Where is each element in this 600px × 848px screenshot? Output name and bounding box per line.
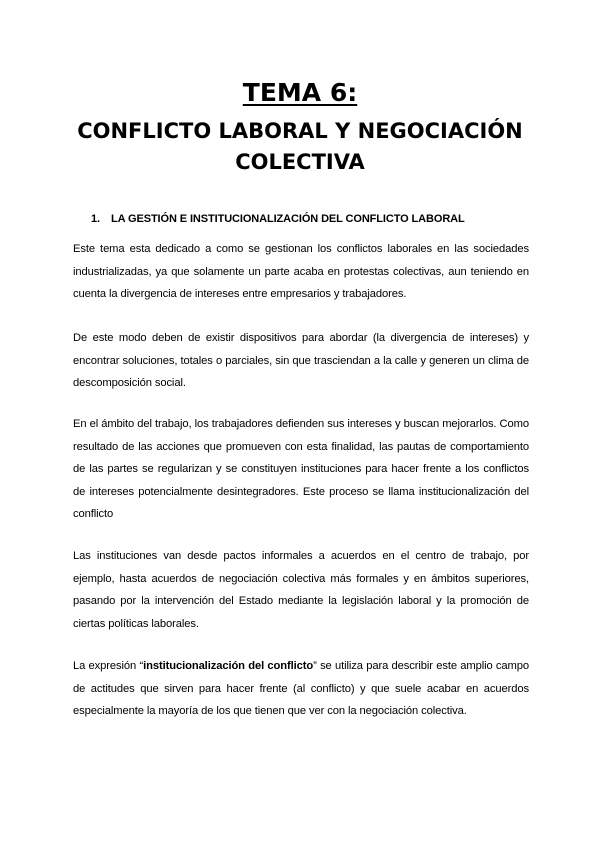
paragraph-5-end: ” se utiliza para describir este amplio campo de actitudes que sirven para hacer frente (al conflicto) y que suele acabar en acuerdos especialmente la mayoría de los que tienen que ver con la negociación colectiva. [73, 660, 530, 717]
page-subtitle: CONFLICTO LABORAL Y NEGOCIACIÓN COLECTIVA [77, 119, 523, 174]
paragraph-1: Este tema esta dedicado a como se gestionan los conflictos laborales en las sociedades industrializadas, ya que solamente un parte acaba en protestas colectivas, aun teniendo en cuenta la divergencia de intereses entre empresarios y trabajadores. [73, 243, 529, 300]
page-title: TEMA 6: [242, 78, 358, 107]
section-heading [91, 213, 551, 225]
paragraph-5 [73, 655, 529, 723]
section-title: LA GESTIÓN E INSTITUCIONALIZACIÓN DEL CONFLICTO LABORAL [111, 213, 465, 225]
paragraph-2: De este modo deben de existir dispositivos para abordar (la divergencia de intereses) y encontrar soluciones, totales o parciales, sin que trasciendan a la calle y generen un clima de descomposición social. [73, 332, 529, 389]
paragraph-4: Las instituciones van desde pactos informales a acuerdos en el centro de trabajo, por ejemplo, hasta acuerdos de negociación colectiva más formales y en ámbitos superiores, pasando por la intervención del Estado mediante la legislación laboral y la promoción de ciertas políticas laborales. [73, 550, 529, 630]
emphasis-term: institucionalización del conflicto [143, 660, 314, 672]
section-number: 1. [91, 213, 100, 225]
paragraph-5-start: La expresión “ [73, 660, 144, 672]
paragraph-3: En el ámbito del trabajo, los trabajadores defienden sus intereses y buscan mejorarlos. Como resultado de las acciones que promueven con esta finalidad, las pautas de comportamiento de las partes se regularizan y se constituyen instituciones para hacer frente a los conflictos de intereses potencialmente desintegradores. Este proceso se llama institucionalización del conflicto [73, 418, 529, 520]
